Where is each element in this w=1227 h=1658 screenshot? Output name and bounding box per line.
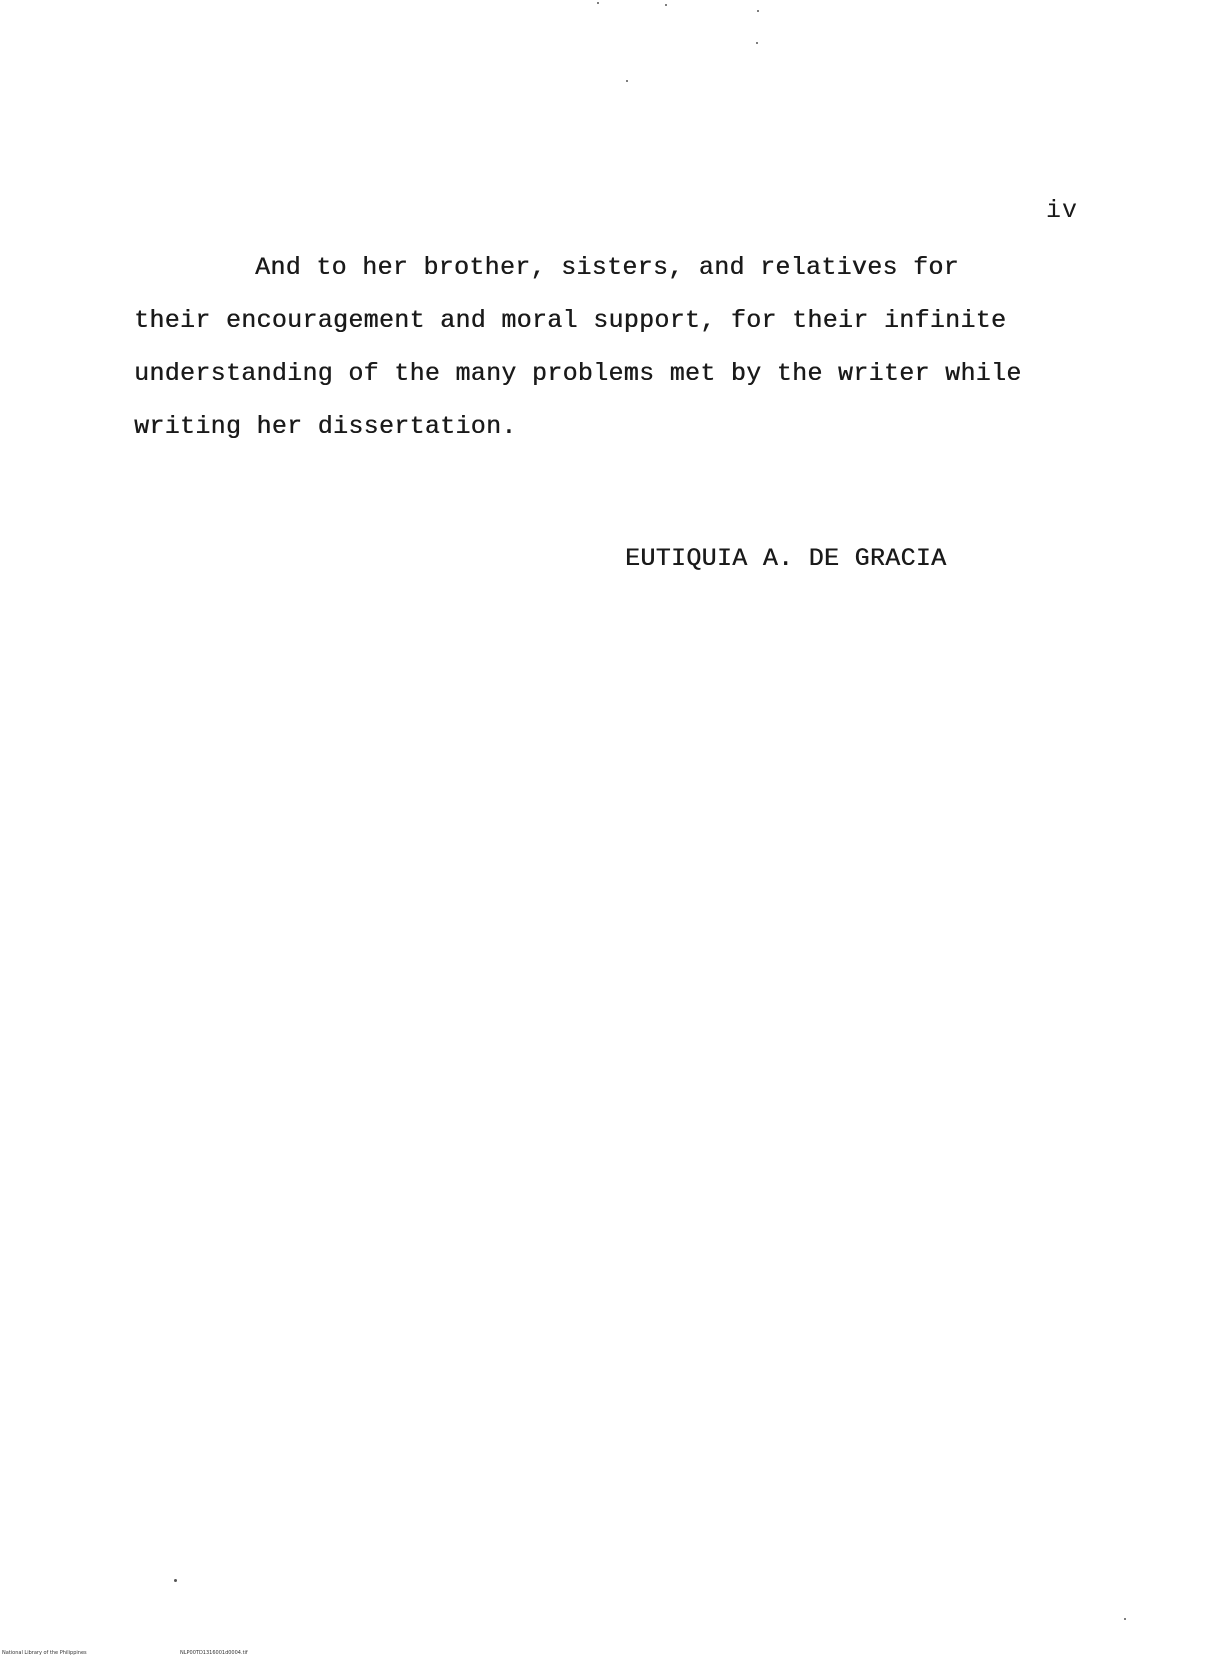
scan-speck [757,10,759,12]
page-number: iv [1046,196,1079,225]
footer-library: National Library of the Philippines [2,1650,87,1656]
paragraph-line: their encouragement and moral support, for their infinite [134,306,1007,335]
paragraph-line: And to her brother, sisters, and relatives for [255,253,959,282]
scan-speck [756,42,758,44]
footer-filename: NLP00TD1316001d0004.tif [180,1650,248,1656]
paragraph-line: understanding of the many problems met by the writer while [134,359,1022,388]
scan-speck [665,4,667,6]
paragraph-line: writing her dissertation. [134,412,517,441]
author-signature: EUTIQUIA A. DE GRACIA [625,544,947,573]
scan-speck [626,80,628,82]
scan-speck [597,2,599,4]
scan-speck [174,1579,177,1582]
scan-speck [1124,1618,1126,1620]
